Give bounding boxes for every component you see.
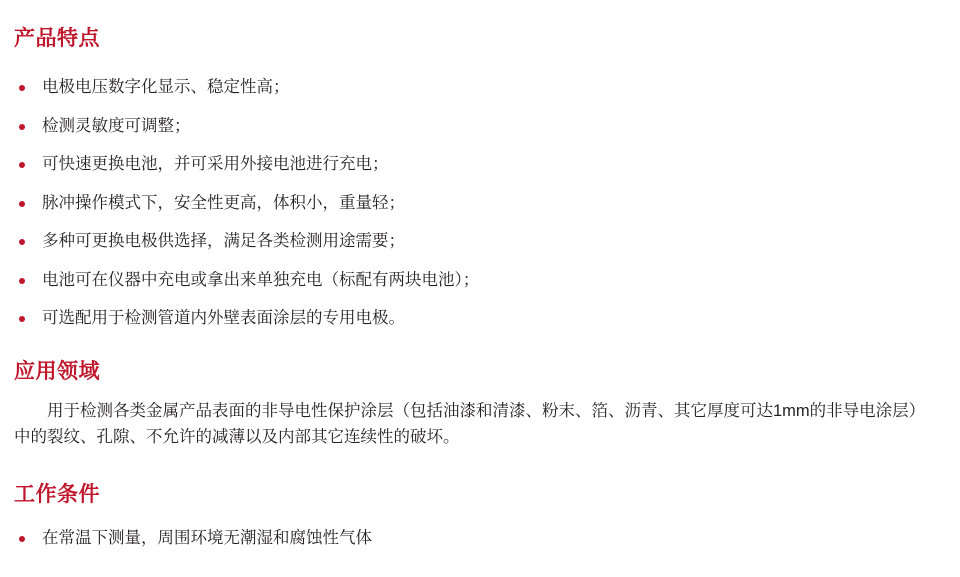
list-item-text: 可选配用于检测管道内外壁表面涂层的专用电极。 (42, 309, 405, 327)
list-item-text: 电池可在仪器中充电或拿出来单独充电（标配有两块电池）； (42, 270, 480, 289)
list-item-text: 电极电压数字化显示、稳定性高； (42, 78, 290, 96)
section-working-conditions (0, 451, 960, 547)
working-conditions-list (14, 530, 946, 547)
bullet-dot-icon (19, 278, 25, 284)
bullet-dot-icon (19, 162, 25, 168)
list-item-text: 在常温下测量，周围环境无潮湿和腐蚀性气体 (42, 528, 372, 547)
list-item (14, 530, 946, 547)
list-item (14, 79, 946, 96)
bullet-dot-icon (19, 536, 25, 542)
working-conditions-heading: 工作条件 (14, 482, 100, 506)
list-item (14, 272, 946, 289)
features-heading: 产品特点 (14, 27, 100, 50)
list-item (14, 118, 946, 135)
list-item-text: 可快速更换电池，并可采用外接电池进行充电； (42, 155, 389, 173)
list-item-text: 检测灵敏度可调整； (42, 116, 191, 135)
bullet-dot-icon (19, 201, 25, 207)
section-application (0, 327, 960, 451)
list-item (14, 310, 946, 327)
list-item (14, 233, 946, 250)
bullet-dot-icon (19, 316, 25, 322)
bullet-dot-icon (19, 239, 25, 245)
list-item (14, 156, 946, 173)
bullet-dot-icon (19, 85, 25, 91)
list-item (14, 195, 946, 212)
list-item-text: 脉冲操作模式下，安全性更高，体积小，重量轻； (42, 193, 405, 212)
application-heading: 应用领域 (14, 359, 100, 383)
application-paragraph: 用于检测各类金属产品表面的非导电性保护涂层（包括油漆和清漆、粉末、箔、沥青、其它厚度可达1mm的非导电涂层）中的裂纹、孔隙、不允许的减薄以及内部其它连续性的破坏。 (14, 401, 926, 447)
features-list (14, 79, 946, 327)
list-item-text: 多种可更换电极供选择，满足各类检测用途需要； (42, 232, 405, 250)
bullet-dot-icon (19, 124, 25, 130)
